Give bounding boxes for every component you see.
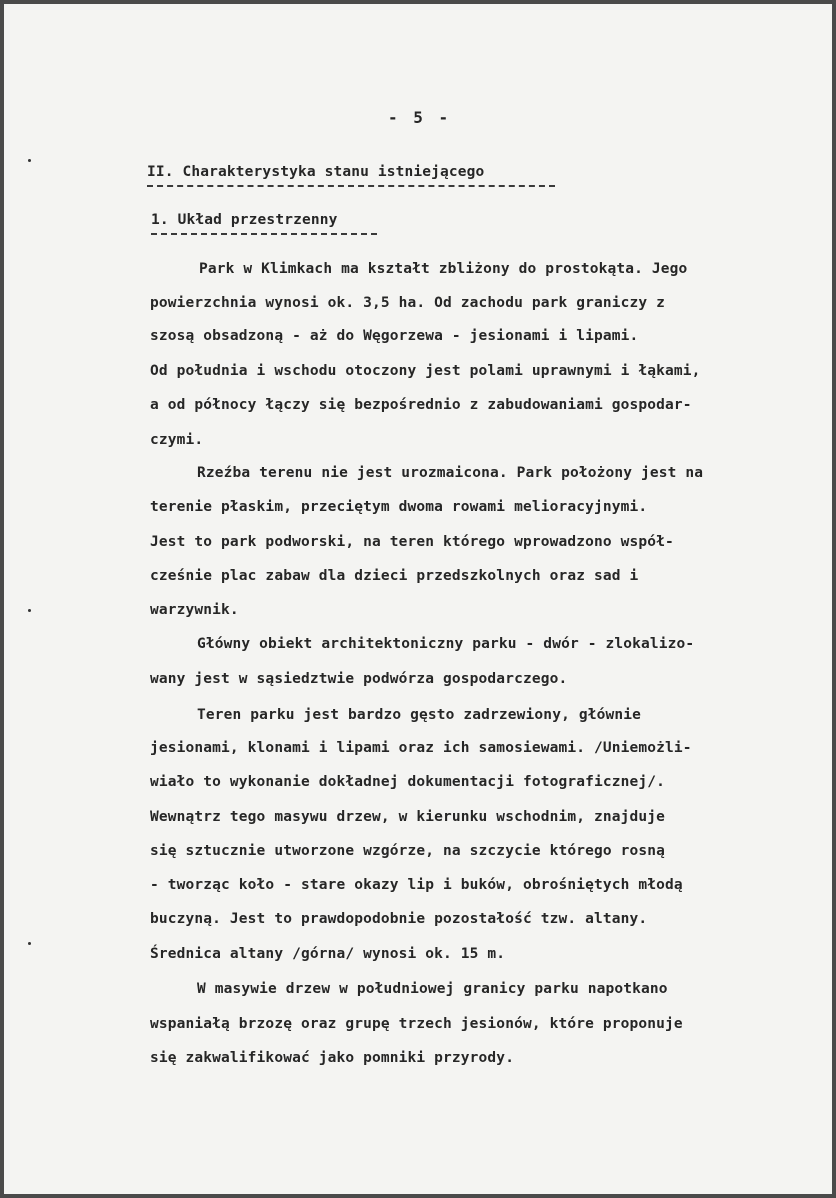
margin-dot <box>28 942 31 945</box>
body-line: a od północy łączy się bezpośrednio z zabudowaniami gospodar- <box>150 397 692 413</box>
body-line: czymi. <box>150 432 204 448</box>
body-line: jesionami, klonami i lipami oraz ich samosiewami. /Uniemożli- <box>150 740 692 756</box>
body-line: warzywnik. <box>150 602 239 618</box>
body-line: - tworząc koło - stare okazy lip i buków, obrośniętych młodą <box>150 877 683 893</box>
document-page <box>4 4 832 1194</box>
section-heading-underline <box>151 233 377 235</box>
body-line: Wewnątrz tego masywu drzew, w kierunku wschodnim, znajduje <box>150 809 666 825</box>
body-line: Park w Klimkach ma kształt zbliżony do prostokąta. Jego <box>199 261 688 277</box>
body-line: wspaniałą brzozę oraz grupę trzech jesionów, które proponuje <box>150 1016 683 1032</box>
body-line: buczyną. Jest to prawdopodobnie pozostałość tzw. altany. <box>150 911 648 927</box>
body-line: Średnica altany /górna/ wynosi ok. 15 m. <box>150 946 506 962</box>
body-line: się zakwalifikować jako pomniki przyrody. <box>150 1050 515 1066</box>
body-line: terenie płaskim, przeciętym dwoma rowami melioracyjnymi. <box>150 499 648 515</box>
body-line: Teren parku jest bardzo gęsto zadrzewiony, głównie <box>197 707 641 723</box>
body-line: cześnie plac zabaw dla dzieci przedszkolnych oraz sad i <box>150 568 639 584</box>
body-line: Główny obiekt architektoniczny parku - dwór - zlokalizo- <box>197 636 695 652</box>
body-line: szosą obsadzoną - aż do Węgorzewa - jesionami i lipami. <box>150 328 639 344</box>
body-line: Od południa i wschodu otoczony jest polami uprawnymi i łąkami, <box>150 363 701 379</box>
body-line: powierzchnia wynosi ok. 3,5 ha. Od zachodu park graniczy z <box>150 295 666 311</box>
body-line: wany jest w sąsiedztwie podwórza gospodarczego. <box>150 671 568 687</box>
page-number: - 5 - <box>388 108 452 127</box>
chapter-heading-underline <box>147 185 555 187</box>
body-line: się sztucznie utworzone wzgórze, na szczycie którego rosną <box>150 843 666 859</box>
body-line: Rzeźba terenu nie jest urozmaicona. Park położony jest na <box>197 465 704 481</box>
body-line: W masywie drzew w południowej granicy parku napotkano <box>197 981 668 997</box>
body-line: wiało to wykonanie dokładnej dokumentacji fotograficznej/. <box>150 774 666 790</box>
margin-dot <box>28 609 31 612</box>
body-line: Jest to park podworski, na teren którego wprowadzono współ- <box>150 534 674 550</box>
margin-dot <box>28 159 31 162</box>
section-heading: 1. Układ przestrzenny <box>151 212 338 228</box>
chapter-heading: II. Charakterystyka stanu istniejącego <box>147 164 485 180</box>
